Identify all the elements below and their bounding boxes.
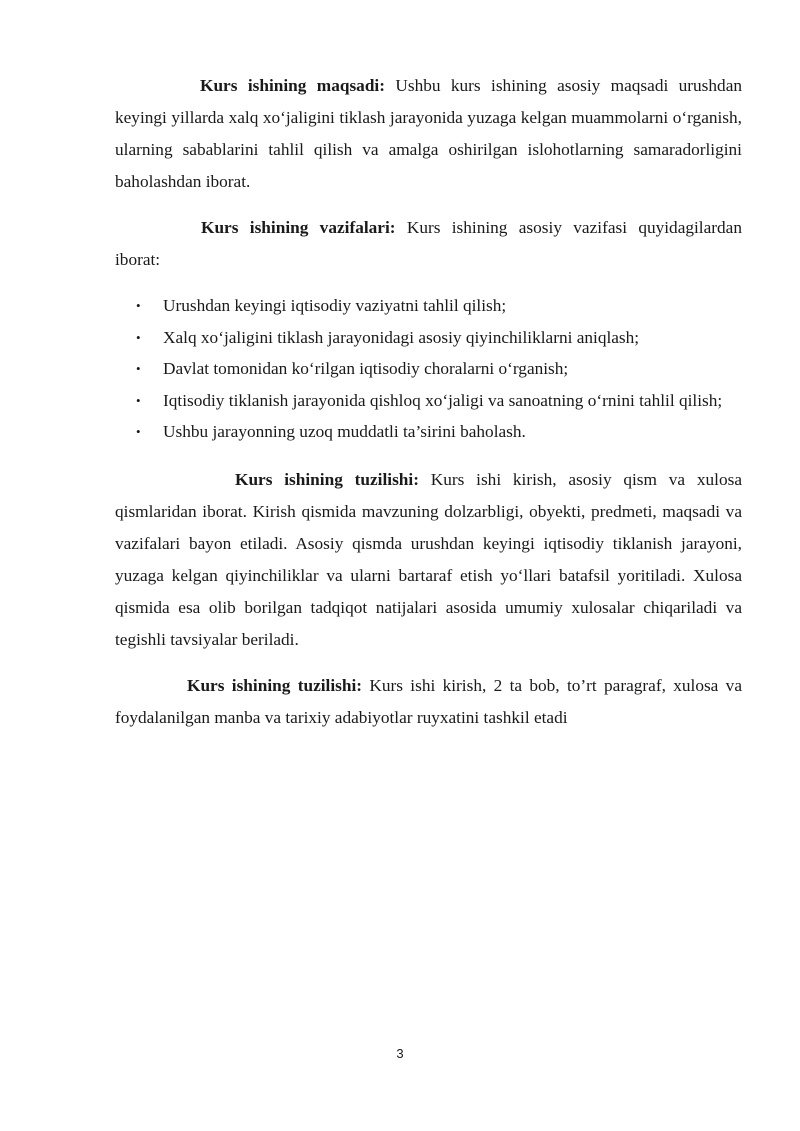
structure-summary-text: Kurs ishi kirish, 2 ta bob, to’rt paragraf, xulosa va foydalanilgan manba va tarixiy adabiyotlar ruyxatini tashkil etadi xyxy=(115,675,742,727)
list-item: • Iqtisodiy tiklanish jarayonida qishloq xo‘jaligi va sanoatning o‘rnini tahlil qilish; xyxy=(115,385,742,417)
structure-summary-paragraph xyxy=(115,670,742,734)
list-item: • Davlat tomonidan ko‘rilgan iqtisodiy choralarni o‘rganish; xyxy=(115,353,742,385)
structure-paragraph xyxy=(115,464,742,656)
bullet-icon: • xyxy=(136,329,141,345)
list-item: • Xalq xo‘jaligini tiklash jarayonidagi asosiy qiyinchiliklarni aniqlash; xyxy=(115,322,742,354)
bullet-icon: • xyxy=(136,361,141,376)
tasks-heading: Kurs ishining vazifalari: xyxy=(201,218,396,237)
tasks-intro-text: Kurs ishining asosiy vazifasi quyidagilardan iborat: xyxy=(115,218,742,269)
page-number: 3 xyxy=(396,1046,404,1061)
list-item: • Urushdan keyingi iqtisodiy vaziyatni tahlil qilish; xyxy=(115,290,742,322)
list-item: • Ushbu jarayonning uzoq muddatli ta’sirini baholash. xyxy=(115,416,742,448)
goal-paragraph xyxy=(115,70,742,198)
structure-summary-heading: Kurs ishining tuzilishi: xyxy=(187,675,363,695)
bullet-icon: • xyxy=(136,392,141,408)
tasks-list xyxy=(115,290,742,448)
document-page xyxy=(115,70,742,734)
bullet-icon: • xyxy=(136,298,141,313)
goal-text: Ushbu kurs ishining asosiy maqsadi urushdan keyingi yillarda xalq xo‘jaligini tiklash jarayonida yuzaga kelgan muammolarni o‘rganish, ularning sabablarini tahlil qilish va amalga oshirilgan islohotlarning samaradorligini baholashdan iborat. xyxy=(115,76,742,191)
tasks-paragraph xyxy=(115,212,742,276)
structure-heading: Kurs ishining tuzilishi: xyxy=(235,469,419,489)
goal-heading: Kurs ishining maqsadi: xyxy=(200,76,385,95)
bullet-icon: • xyxy=(136,424,141,439)
structure-text: Kurs ishi kirish, asosiy qism va xulosa qismlaridan iborat. Kirish qismida mavzuning dolzarbligi, obyekti, predmeti, maqsadi va vazifalari bayon etiladi. Asosiy qismda urushdan keyingi iqtisodiy tiklanish jarayoni, yuzaga kelgan qiyinchiliklar va ularni bartaraf etish yo‘llari batafsil yoritiladi. Xulosa qismida esa olib borilgan tadqiqot natijalari asosida umumiy xulosalar chiqariladi va tegishli tavsiyalar beriladi. xyxy=(115,469,742,649)
